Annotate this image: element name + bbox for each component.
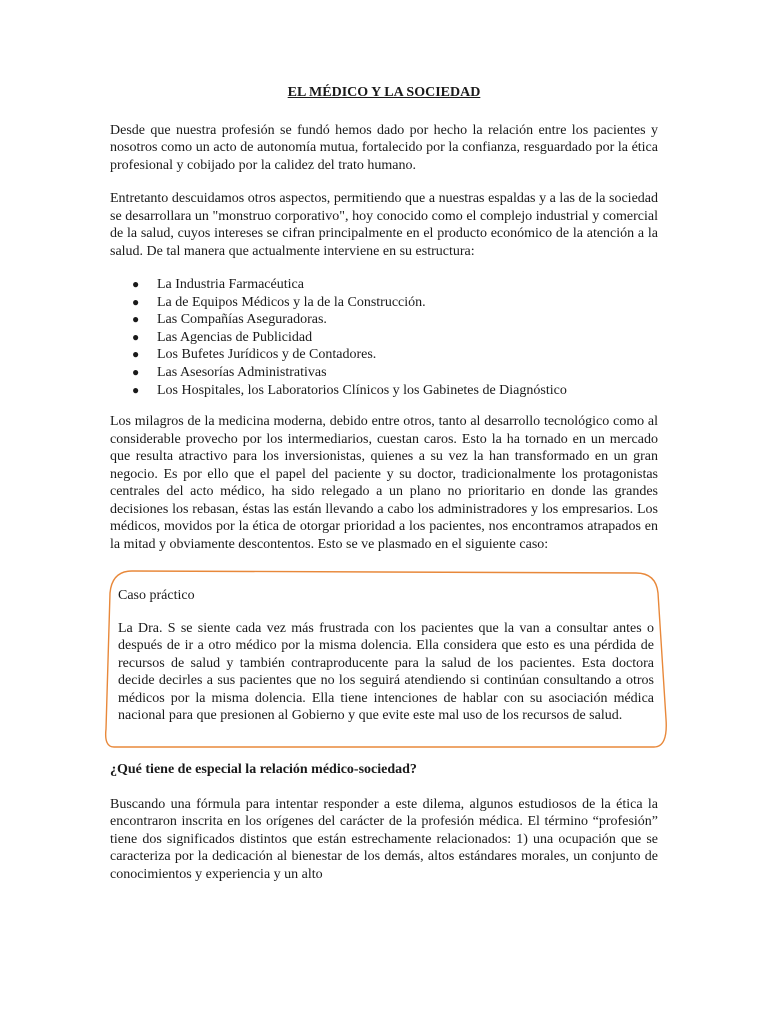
paragraph-ethics: Buscando una fórmula para intentar responder a este dilema, algunos estudiosos de la ética la encontraron inscrita en los orígenes del carácter de la profesión médica. El término “profesión” tiene dos significados distintos que están estrechamente relacionados: 1) una ocupación que se caracteriza por la dedicación al bienestar de los demás, altos estándares morales, un conjunto de conocimientos y experiencia y un alto bbox=[110, 796, 658, 882]
bullet-icon: ● bbox=[132, 294, 140, 309]
case-text: La Dra. S se siente cada vez más frustrada con los pacientes que la van a consultar antes o después de ir a otro médico por la misma dolencia. Ella considera que esto es una pérdida de recursos de salud y también contraproducente para la salud de los pacientes. Esta doctora decide decirles a sus pacientes que no los seguirá atendiendo si continúan consultando a otros médicos por la misma dolencia. Ella tiene intenciones de hablar con su asociación médica nacional para que presionen al Gobierno y que evite este mal uso de los recursos de salud. bbox=[118, 620, 654, 724]
bullet-icon: ● bbox=[132, 382, 140, 397]
document-page bbox=[110, 84, 658, 899]
case-content bbox=[118, 587, 654, 740]
list-item: ● Las Agencias de Publicidad bbox=[132, 329, 313, 345]
bullet-icon: ● bbox=[132, 312, 140, 327]
paragraph-corporate: Entretanto descuidamos otros aspectos, permitiendo que a nuestras espaldas y a las de la sociedad se desarrollara un "monstruo corporativo", hoy conocido como el complejo industrial y comercial de la salud, cuyos intereses se cifran principalmente en el producto económico de la atención a la salud. De tal manera que actualmente interviene en su estructura: bbox=[110, 191, 658, 259]
case-heading: Caso práctico bbox=[118, 588, 195, 604]
list-item: ● La Industria Farmacéutica bbox=[132, 277, 304, 292]
list-item: ● Los Hospitales, los Laboratorios Clínicos y los Gabinetes de Diagnóstico bbox=[132, 382, 567, 398]
document-title: EL MÉDICO Y LA SOCIEDAD bbox=[287, 85, 481, 100]
section-subheading: ¿Qué tiene de especial la relación médico-sociedad? bbox=[110, 762, 417, 778]
bullet-icon: ● bbox=[132, 329, 140, 344]
structure-list bbox=[110, 276, 658, 399]
bullet-icon: ● bbox=[132, 347, 140, 362]
paragraph-intro: Desde que nuestra profesión se fundó hemos dado por hecho la relación entre los pacientes y nosotros como un acto de autonomía mutua, fortalecido por la confianza, resguardado por la ética profesional y cobijado por la calidez del trato humano. bbox=[110, 122, 658, 173]
case-study-box bbox=[98, 569, 670, 747]
list-item: ● Los Bufetes Jurídicos y de Contadores. bbox=[132, 347, 377, 363]
paragraph-modern-medicine: Los milagros de la medicina moderna, debido entre otros, tanto al desarrollo tecnológico como al considerable provecho por los intermediarios, cuestan caros. Esto la ha tornado en un mercado que resulta atractivo para los inversionistas, quienes a su vez la han transformado en un gran negocio. Es por ello que el papel del paciente y su doctor, tradicionalmente los protagonistas centrales del acto médico, ha sido relegado a un plano no prioritario en donde las grandes decisiones los rebasan, éstas las están llevando a cabo los administradores y los empresarios. Los médicos, movidos por la ética de otorgar prioridad a los pacientes, nos encontramos atrapados en la mitad y obviamente descontentos. Esto se ve plasmado en el siguiente caso: bbox=[110, 414, 658, 552]
list-item: ● Las Asesorías Administrativas bbox=[132, 364, 327, 380]
list-item: ● La de Equipos Médicos y la de la Construcción. bbox=[132, 294, 426, 310]
list-item: ● Las Compañías Aseguradoras. bbox=[132, 312, 327, 328]
bullet-icon: ● bbox=[132, 364, 140, 379]
bullet-icon: ● bbox=[132, 277, 140, 291]
